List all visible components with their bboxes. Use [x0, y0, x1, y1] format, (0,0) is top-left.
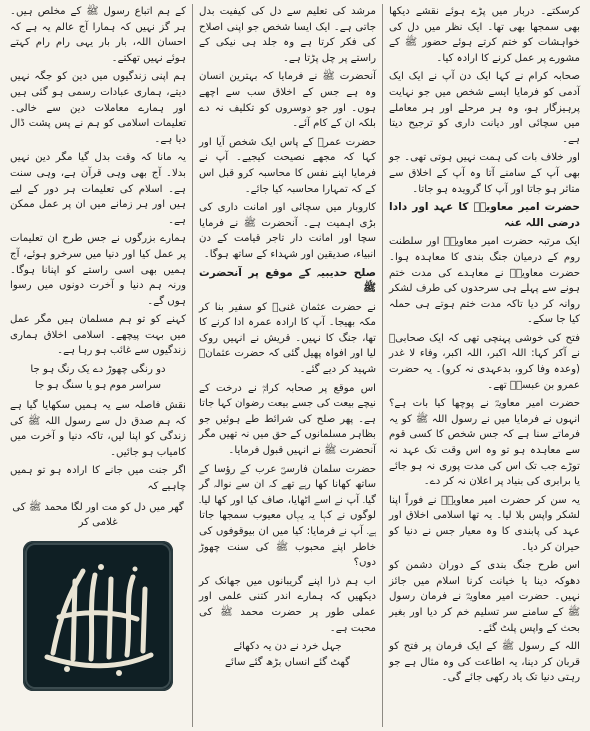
paragraph: فتح کی خوشی پہنچی تھی کہ ایک صحابیؓ نے آکر کہا: اللہ اکبر، اللہ اکبر، وفاء لا غدر (وعدہ وفا کرو، بدعہدی نہ کرو)۔ یہ حضرت عمرو بن عبسہؓ تھے۔	[389, 332, 580, 391]
section-heading: حضرت امیر معاویہؓ کا عہد اور دادا درضی اللہ عنہ	[389, 201, 580, 229]
paragraph: حضرت امیر معاویہؓ نے پوچھا کیا بات ہے؟ انہوں نے فرمایا میں نے رسول اللہ ﷺ کو یہ فرماتے سنا ہے کہ جس شخص کا کسی قوم سے معاہدہ ہو تو وہ اس وقت تک عہد نہ توڑے جب تک اس کی مدت پوری نہ ہو جائے یا برابری کی بنیاد پر اعلان نہ کر دے۔	[389, 398, 580, 488]
calligraphy-emblem	[23, 541, 173, 691]
paragraph: اللہ کے رسول ﷺ کے ایک فرمان پر فتح کو قربان کر دینا، یہ اطاعت کی وہ مثال ہے جو رہتی دنیا تک یاد رکھی جائے گی۔	[389, 641, 580, 684]
column-left	[4, 4, 192, 727]
paragraph: کے ہم اتباع رسول ﷺ کے مخلص ہیں۔ ہر گز نہیں کہ ہمارا آج عالم یہ ہے کہ احسان اللہ، بار بار یہی رام رام کہتے ہوئے نہیں تھکتے۔	[10, 6, 186, 64]
paragraph: اس موقع پر صحابہ کرامؓ نے درخت کے نیچے بیعت کی جسے بیعت رضوان کہا جاتا ہے۔ پھر صلح کی شرائط طے ہوئیں جو بظاہر مسلمانوں کے حق میں نہ تھیں مگر آنحضرت ﷺ نے انہیں قبول فرمایا۔	[199, 382, 376, 457]
paragraph: حضرت سلمان فارسیؓ عرب کے رؤسا کے ساتھ کھانا کھا رہے تھے کہ ان سے نوالہ گر گیا۔ آپ نے اسے اٹھایا، صاف کیا اور کھا لیا۔ لوگوں نے کہا یہ یہاں معیوب سمجھا جاتا ہے۔ آپ نے فرمایا: کیا میں ان بیوقوفوں کی خاطر اپنے محبوب ﷺ کی سنت چھوڑ دوں؟	[199, 463, 376, 569]
column-right	[382, 4, 586, 727]
paragraph: اب ہم ذرا اپنے گریبانوں میں جھانک کر دیکھیں کہ ہمارے اندر کتنی علمی اور عملی طور پر حضرت محمد ﷺ کی محبت ہے۔	[199, 575, 376, 634]
column-middle	[192, 4, 382, 727]
verse-line: گھٹ گئے انساں بڑھ گئے سائے	[225, 657, 350, 669]
paragraph: اگر جنت میں جانے کا ارادہ ہو تو ہمیں چاہیے کہ	[10, 465, 186, 493]
paragraph: نقش فاصلہ سے یہ ہمیں سکھایا گیا ہے کہ ہم صدق دل سے رسول اللہ ﷺ کی زندگی کو اپنا لیں، تاکہ دنیا و آخرت میں کامیاب ہو جائیں۔	[10, 400, 186, 458]
paragraph: صحابہ کرام نے کہا ایک دن آپ نے ایک ایک آدمی کو فرمایا ایسے شخص میں جو نہایت پرہیزگار ہو، وہ ہر مرحلے اور ہر معاملے میں سچائی اور دیانت داری کو ترجیح دیتا ہے۔	[389, 71, 580, 145]
paragraph: ہم اپنی زندگیوں میں دین کو جگہ نہیں دیتے، ہماری عبادات رسمی ہو گئی ہیں اور ہمارے معاملات دین سے خالی۔ تعلیمات اسلامی کو ہم نے پس پشت ڈال دیا ہے۔	[10, 71, 186, 145]
verse-couplet	[199, 639, 376, 671]
paragraph: کرسکتے۔ دربار میں پڑے ہوئے نقشے دیکھا بھی سمجھا بھی تھا۔ ایک نظر میں دل کی خواہشات کو ختم کرتے ہوئے حضور ﷺ کے مشورے پر عمل کرنے کا ارادہ کیا۔	[389, 6, 580, 64]
paragraph: کاروبار میں سچائی اور امانت داری کی بڑی اہمیت ہے۔ آنحضرت ﷺ نے فرمایا سچا اور امانت دار تاجر قیامت کے دن انبیاء، صدیقین اور شہداء کے ساتھ ہوگا۔	[199, 202, 376, 260]
verse-line: دو رنگی چھوڑ دے یک رنگ ہو جا	[30, 364, 166, 376]
paragraph: اس طرح جنگ بندی کے دوران دشمن کو دھوکہ دینا یا خیانت کرنا اسلام میں جائز نہیں۔ حضرت امیر معاویہؓ نے فرمان رسول ﷺ کے سامنے سر تسلیم خم کر دیا اور بغیر بحث کے واپس پلٹ گئے۔	[389, 560, 580, 634]
paragraph: آنحضرت ﷺ نے فرمایا کہ بہترین انسان وہ ہے جس کے اخلاق سب سے اچھے ہوں۔ اور جو دوسروں کو تکلیف نہ دے بلکہ ان کے کام آئے۔	[199, 71, 376, 130]
verse-line: سراسر موم ہو یا سنگ ہو جا	[34, 380, 162, 392]
paragraph: نے حضرت عثمان غنیؓ کو سفیر بنا کر مکہ بھیجا۔ آپ کا ارادہ عمرہ ادا کرنے کا تھا، جنگ کا نہیں۔ قریش نے انہیں روک لیا اور افواہ پھیل گئی کہ حضرت عثمانؓ شہید کر دیے گئے۔	[199, 301, 376, 376]
paragraph: یہ سن کر حضرت امیر معاویہؓ نے فوراً اپنا لشکر واپس بلا لیا۔ یہ تھا اسلامی اخلاق اور عہد کی پابندی کا وہ معیار جس نے دنیا کو حیران کر دیا۔	[389, 494, 580, 553]
paragraph: اور خلاف بات کی ہمت نہیں ہوتی تھی۔ جو بھی آپ کے سامنے آتا وہ آپ کے اخلاق سے متاثر ہو جاتا اور آپ کا گرویدہ ہو جاتا۔	[389, 152, 580, 195]
paragraph: یہ مانا کہ وقت بدل گیا مگر دین نہیں بدلا۔ آج بھی وہی قرآن ہے، وہی سنت ہے۔ اسلام کی تعلیمات ہر دور کے لیے ہیں اور ہر زمانے میں ان پر عمل ممکن ہے۔	[10, 152, 186, 226]
paragraph: کہنے کو تو ہم مسلمان ہیں مگر عمل میں بہت پیچھے۔ اسلامی اخلاق ہماری زندگیوں سے غائب ہو رہا ہے۔	[10, 314, 186, 357]
verse-couplet	[10, 362, 186, 394]
verse-line: جہل خرد نے دن یہ دکھائے	[233, 641, 342, 653]
paragraph: ایک مرتبہ حضرت امیر معاویہؓ اور سلطنت روم کے درمیان جنگ بندی کا معاہدہ ہوا۔ حضرت معاویہؓ نے معاہدے کی مدت ختم ہونے سے پہلے ہی سرحدوں کی طرف لشکر روانہ کر دیا تاکہ مدت ختم ہوتے ہی حملہ کیا جا سکے۔	[389, 236, 580, 326]
calligraphy-icon	[23, 541, 173, 691]
paragraph: ہمارے بزرگوں نے جس طرح ان تعلیمات پر عمل کیا اور دنیا میں سرخرو ہوئے، آج ہمیں بھی اسی راستے کو اپنانا ہوگا۔ ورنہ ہم دنیا و آخرت دونوں میں رسوا ہوں گے۔	[10, 233, 186, 307]
closing-couplet: گھر میں دل کو مت اور لگا محمد ﷺ کی غلامی کر	[12, 501, 184, 529]
paragraph: حضرت عمرؓ کے پاس ایک شخص آیا اور کہا کہ مجھے نصیحت کیجیے۔ آپ نے فرمایا اپنے نفس کا محاسبہ کرو قبل اس کے کہ تمہارا محاسبہ کیا جائے۔	[199, 136, 376, 195]
paragraph: مرشد کی تعلیم سے دل کی کیفیت بدل جاتی ہے۔ ایک ایسا شخص جو اپنی اصلاح کی فکر کرتا ہے وہ جلد ہی نیکی کے راستے پر چل پڑتا ہے۔	[199, 6, 376, 64]
section-heading: صلح حدیبیہ کے موقع پر آنحضرت ﷺ	[199, 266, 376, 295]
